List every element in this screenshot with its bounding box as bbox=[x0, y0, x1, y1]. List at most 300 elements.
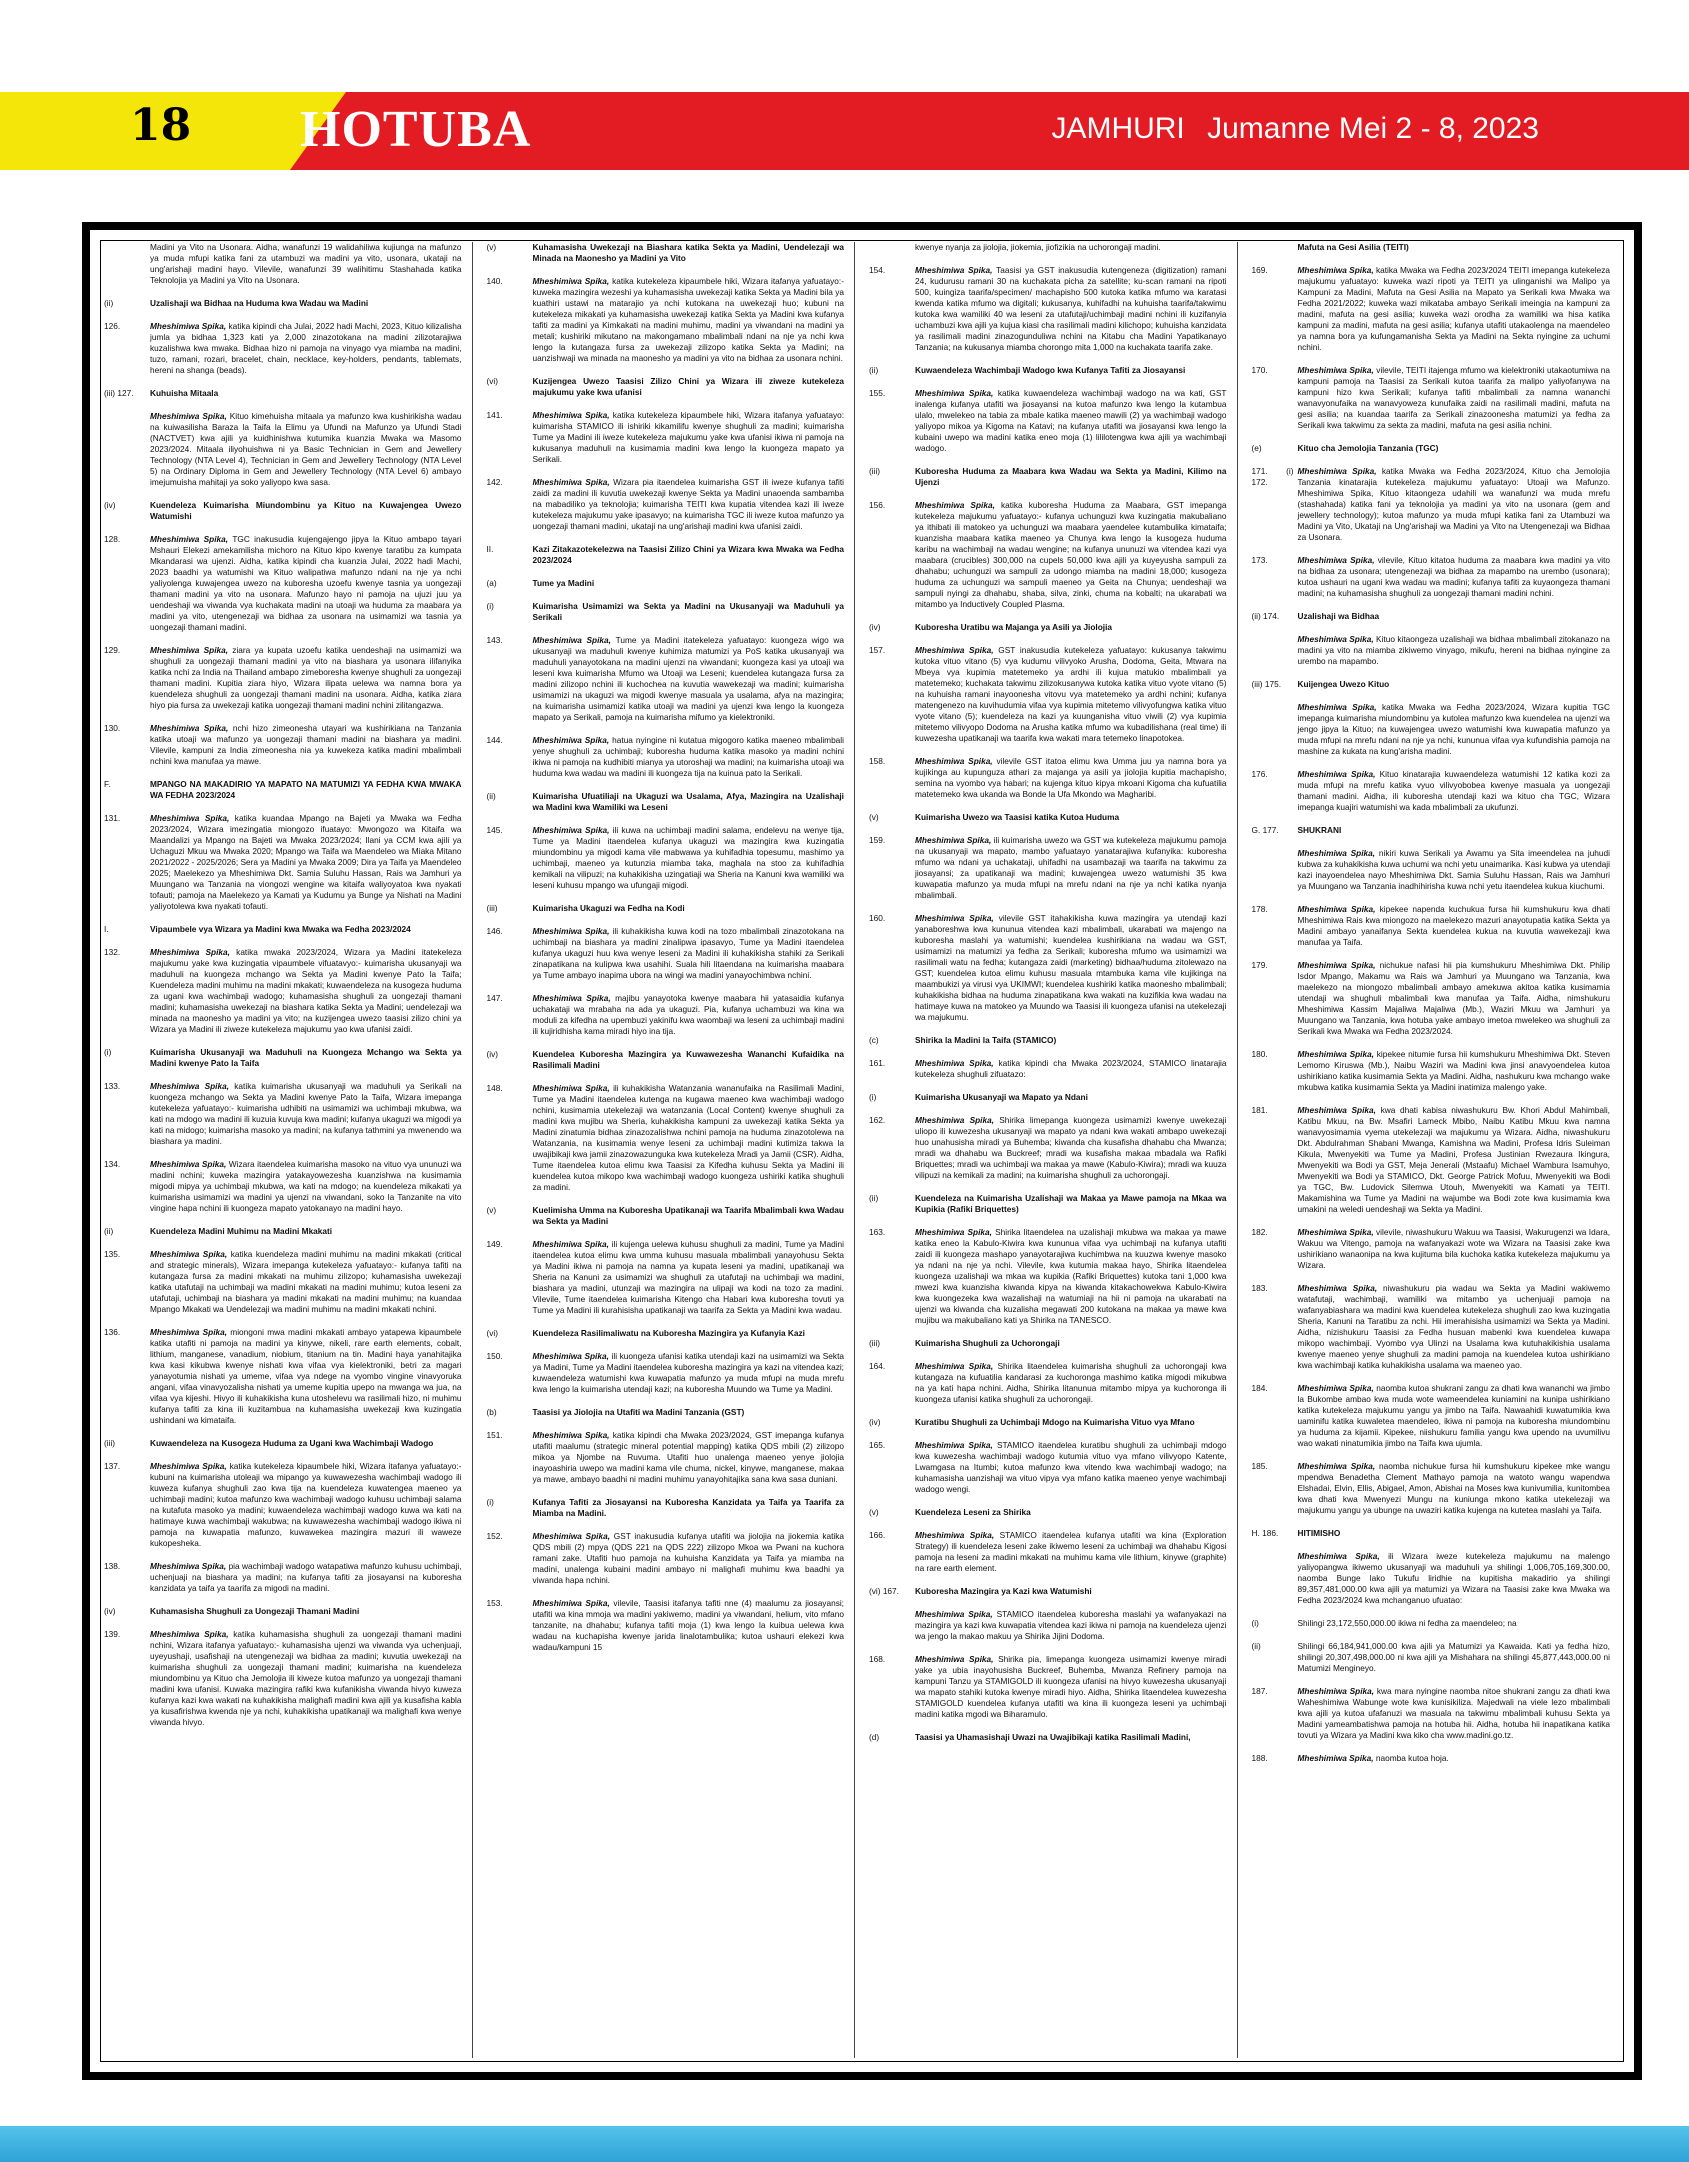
paragraph-text: Uzalishaji wa Bidhaa na Huduma kwa Wadau wa Madini bbox=[150, 298, 369, 308]
paragraph-number: G. 177. bbox=[1251, 825, 1279, 835]
paragraph-text: Mheshimiwa Spika, STAMICO itaendelea kuratibu shughuli za uchimbaji mdogo kwa kuwezesha wachimbaji wadogo kutumia vituo vya mfano vilivyopo Katente, Lwamgasa na Itumbi; kutoa mafunzo kwa vitendo kwa wachimbaji wadogo; na kuhamasisha uanzishaji wa vituo vipya vya mfano katika maeneo yenye wachimbaji wadogo wengi. bbox=[915, 1440, 1227, 1494]
section-heading bbox=[487, 578, 845, 589]
paragraph-number: 148. bbox=[486, 1083, 503, 1093]
paragraph bbox=[869, 242, 1227, 253]
paragraph-number bbox=[1252, 1551, 1294, 1606]
speaker-address: Mheshimiwa Spika, bbox=[532, 993, 616, 1003]
paragraph-text: Mheshimiwa Spika, vilevile GST itatoa elimu kwa Umma juu ya namna bora ya kujikinga au kupunguza athari za majanga ya asili ya jiolojia kupitia machapisho, semina na vyombo vya habari; na kujenga kituo kipya mkoani Kigoma cha kufuatilia matetemeko kwa ukanda wa Bonde la Ufa Mkondo wa Magharibi. bbox=[915, 756, 1227, 799]
paragraph bbox=[1252, 769, 1611, 813]
paragraph-number: 133. bbox=[104, 1081, 121, 1091]
paragraph-number: (ii) bbox=[104, 298, 114, 308]
paragraph bbox=[1252, 1283, 1611, 1371]
speaker-address: Mheshimiwa Spika, bbox=[1297, 1105, 1381, 1115]
paragraph-number: 181. bbox=[1251, 1105, 1268, 1115]
paragraph bbox=[1252, 634, 1611, 667]
section-heading bbox=[104, 500, 462, 522]
paragraph-number: (iv) bbox=[869, 1417, 881, 1427]
paragraph-text: Mheshimiwa Spika, Kituo kitaongeza uzalishaji wa bidhaa mbalimbali zitokanazo na madini ya vito na miamba zikiwemo vinyago, mikufu, hereni na bidhaa nyingine za urembo na mapambo. bbox=[1297, 634, 1610, 666]
paragraph-text: Mheshimiwa Spika, katika kutekeleza kipaumbele hiki, Wizara itafanya yafuatayo: kuimarisha STAMICO ili ishiriki kikamilifu kwenye shughuli za madini; kuimarisha Tume ya Madini ili iweze kutekeleza majukumu yake kwa ufanisi ikiwa ni pamoja na kukusanya maduhuli na kusimamia madini kwa lengo la kuongeza mapato ya Serikali. bbox=[532, 410, 845, 464]
speaker-address: Mheshimiwa Spika, bbox=[915, 913, 999, 923]
paragraph bbox=[487, 276, 845, 364]
speaker-address: Mheshimiwa Spika, bbox=[915, 1654, 999, 1664]
paragraph bbox=[1252, 848, 1611, 892]
paragraph bbox=[1252, 1618, 1611, 1629]
paragraph-number: 178. bbox=[1251, 904, 1268, 914]
paragraph-number: 152. bbox=[486, 1531, 503, 1541]
paragraph-number: (iii) bbox=[104, 1438, 116, 1448]
paragraph-number: 170. bbox=[1251, 365, 1268, 375]
paragraph-number: (vi) bbox=[486, 376, 499, 386]
paragraph-text: Shilingi 66,184,941,000.00 kwa ajili ya Matumizi ya Kawaida. Kati ya fedha hizo, shilingi 20,307,498,000.00 ni kwa ajili ya Mishahara na shilingi 45,877,443,000.00 ni Matumizi Mengineyo. bbox=[1297, 1641, 1610, 1673]
paragraph-text: Kuimarisha Ukusanyaji wa Mapato ya Ndani bbox=[915, 1092, 1088, 1102]
paragraph-number: 150. bbox=[486, 1351, 503, 1361]
speaker-address: Mheshimiwa Spika, bbox=[1297, 1753, 1376, 1763]
speaker-address: Mheshimiwa Spika, bbox=[150, 1327, 231, 1337]
paragraph bbox=[1252, 1227, 1611, 1271]
paragraph bbox=[487, 1531, 845, 1586]
paragraph-text: Mheshimiwa Spika, ili kuimarisha uwezo wa GST wa kutekeleza majukumu pamoja na ukusanyaji wa mapato, mambo yafuatayo yanatarajiwa kufanyika: kuboresha mfumo wa ndani ya uchakataji, uhifadhi na usambazaji wa taarifa na takwimu za jiosayansi; za upatikanaji wa madini; kuwajengea uwezo watumishi 35 kwa kuwapatia mafunzo ya muda mfupi na mrefu ndani na nje ya nchi katika nyanja mbalimbali. bbox=[915, 835, 1227, 900]
paragraph-number: 156. bbox=[869, 500, 886, 510]
paragraph-text: Kuendeleza Leseni za Shirika bbox=[915, 1507, 1031, 1517]
paragraph-text: Mheshimiwa Spika, naomba kutoa shukrani zangu za dhati kwa wananchi wa jimbo la Bukombe ambao kwa muda wote wameendelea kuniamini na kunipa ushirikiano katika kutekeleza majukumu yangu ya jimbo na Taifa. Nawaahidi kuwatumikia kwa uaminifu katika kuwaletea maendeleo, ikiwa ni pamoja na kuboresha miundombinu ya huduma za kijamii. Kipekee, niishukuru familia yangu kwa upendo na uvumilivu wao wakati ninatumikia jimbo na Taifa kwa ujumla. bbox=[1297, 1383, 1610, 1448]
paragraph-text: Mheshimiwa Spika, kipekee napenda kuchukua fursa hii kumshukuru kwa dhati Mheshimiwa Rais kwa miongozo na maelekezo mazuri anayotupatia katika Sekta ya Madini ambayo yanaifanya Sekta kuendelea kukua na kuvutia wawekezaji kwa manufaa ya Taifa. bbox=[1297, 904, 1610, 947]
paragraph bbox=[1252, 1049, 1611, 1093]
paragraph-number: 169. bbox=[1251, 265, 1268, 275]
paragraph-text: Mheshimiwa Spika, kwa mara nyingine naomba nitoe shukrani zangu za dhati kwa Waheshimiwa Wabunge wote kwa kunisikiliza. Majedwali na viele lezo mbalimbali kwa ajili ya kutoa ufafanuzi wa masuala na takwimu mbalimbali kuhusu Sekta ya Madini yameambatishwa pamoja na hotuba hii. Aidha, hotuba hii inapatikana katika tovuti ya Wizara ya Madini kwa kiko cha www.madini.go.tz. bbox=[1297, 1686, 1610, 1740]
paragraph-number bbox=[869, 1609, 911, 1642]
article-frame bbox=[82, 222, 1642, 2080]
paragraph-text: Mheshimiwa Spika, nikiri kuwa Serikali ya Awamu ya Sita imeendelea na juhudi kubwa za kuhakikisha kuwa uchumi wa nchi yetu unaimarika. Kasi kubwa ya utendaji kazi inayoendelea nayo Mheshimiwa Dkt. Samia Suluhu Hassan, Rais wa Jamhuri ya Muungano wa Tanzania inadhihirisha kuwa nchi yetu itaendelea kukua kiuchumi. bbox=[1297, 848, 1610, 891]
paragraph-number: 140. bbox=[486, 276, 503, 286]
paragraph-number: 151. bbox=[486, 1430, 503, 1440]
section-heading bbox=[1252, 679, 1611, 690]
paragraph-text: Mheshimiwa Spika, katika Mwaka wa Fedha 2023/2024, Wizara kupitia TGC imepanga kuimarisha miundombinu ya kutolea mafunzo kwa kuendelea na ujenzi wa jengo jipya la Kituo; na kuwajengea uwezo watumishi kwa kuwapatia mafunzo ya muda mfupi na mrefu ndani na nje ya nchi, kununua vifaa vya kufundishia pamoja na mashine za kukata na kung'arisha madini. bbox=[1297, 702, 1610, 756]
paragraph-text: Mheshimiwa Spika, hatua nyingine ni kutatua migogoro katika maeneo mbalimbali yenye shughuli za uchimbaji; kuboresha huduma katika masoko ya madini nchini ikiwa ni pamoja na kudhibiti mianya ya utoroshaji wa madini; na kuimarisha utoaji wa huduma kwa wadau wa madini ili kuongeza tija na kuinua pato la Serikali. bbox=[532, 735, 844, 778]
paragraph-text: Kuboresha Mazingira ya Kazi kwa Watumishi bbox=[915, 1586, 1092, 1596]
section-heading bbox=[1252, 443, 1611, 454]
speaker-address: Mheshimiwa Spika, bbox=[532, 1239, 612, 1249]
paragraph-number: 142. bbox=[486, 477, 503, 487]
speaker-address: Mheshimiwa Spika, bbox=[1297, 555, 1378, 565]
section-heading bbox=[104, 924, 462, 935]
speaker-address: Mheshimiwa Spika, bbox=[150, 321, 229, 331]
paragraph-text: Kuijengea Uwezo Kituo bbox=[1297, 679, 1390, 689]
speaker-address: Mheshimiwa Spika, bbox=[150, 813, 235, 823]
paragraph-number bbox=[104, 411, 146, 488]
paragraph bbox=[1252, 1383, 1611, 1449]
paragraph-text: Mheshimiwa Spika, Kituo kinatarajia kuwaendeleza watumishi 12 katika kozi za muda mfupi na mrefu katika vyuo vilivyobobea kwenye masuala ya uongezaji thamani madini. Aidha, ili kuboresha utendaji kazi wa kituo cha TGC, Wizara imepanga kuajiri watumishi wa kada mbalimbali za ukufunzi. bbox=[1297, 769, 1610, 812]
paragraph-text: Mheshimiwa Spika, majibu yanayotoka kwenye maabara hii yatasaidia kufanya uchakataji wa mrabaha na ada ya ukaguzi. Pia, kufanya uchambuzi wa kina wa moduli za kifedha na upembuzi yakinifu kwa waombaji wa leseni za uchimbaji madini ili kujiridhisha kama miradi hiyo ina tija. bbox=[532, 993, 844, 1036]
paragraph bbox=[104, 411, 462, 488]
paragraph-text: Mheshimiwa Spika, ili kuhakikisha Watanzania wananufaika na Rasilimali Madini, Tume ya Madini itaendelea kutenga na kugawa maeneo kwa wachimbaji wadogo nchini, kusimamia utekelezaji wa watanzania (Local Content) kwenye shughuli za madini kwa mujibu wa Sheria, kuhakikisha kampuni za uwekezaji katika Sekta ya Madini zinatumia bidhaa zinazozalishwa nchini pamoja na huduma zinazotolewa na Watanzania, na kusimamia wenye leseni za uchimbaji madini kutimiza takwa la uwajibikaji kwa jamii zinazowazunguka kwa kutekeleza Mradi ya Jamii (CSR). Aidha, Tume itaendelea kutoa elimu kwa Taasisi za Kifedha kuhusu Sekta ya Madini ili kuendelea kutoa mikopo kwa wachimbaji wadogo kuongeza ushiriki katika shughuli za madini. bbox=[532, 1083, 844, 1192]
paragraph-text: Kituo cha Jemolojia Tanzania (TGC) bbox=[1297, 443, 1439, 453]
paragraph-text: Mheshimiwa Spika, Tume ya Madini itatekeleza yafuatayo: kuongeza wigo wa ukusanyaji wa maduhuli kwenye kuhimiza matumizi ya PoS katika ukusanyaji wa maduhuli yanayotokana na madini ujenzi na viwandani; kuongeza kasi ya utoaji wa leseni kwa kuimarisha Mfumo wa Utoaji wa Leseni; kuendelea kutangaza fursa za madini zilizopo nchini ili kuchochea na kuvutia wawekezaji wa madini; kuimarisha usimamizi na ukaguzi wa migodi kwenye masuala ya usalama, afya na mazingira; na kuimarisha usimamizi katika utoaji wa madini ya ujenzi kwa lengo la kuongeza mapato ya Serikali, pamoja na kuimarisha mifumo ya kielektroniki. bbox=[532, 635, 844, 722]
text-column-3 bbox=[869, 242, 1238, 2058]
speaker-address: Mheshimiwa Spika, bbox=[150, 1629, 234, 1639]
paragraph bbox=[869, 388, 1227, 454]
paragraph-text: Mheshimiwa Spika, katika kutekeleza kipaumbele hiki, Wizara itafanya yafuatayo:- kubuni na kuimarisha utoleaji wa mipango ya kuwawezesha wachimbaji wadogo ili kuweza kufanya shughuli zao kwa tija na kuendeleza kuwatengea maeneo ya uchimbaji madini; kutoa mafunzo kwa wachimbaji wadogo kuhusu uchimbaji salama na kutafuta masoko ya madini; kuwaendeleza wachimbaji wadogo kuwa wa kati na hatimaye kuwa wachimbaji wakubwa; na kuwawezesha wachimbaji wadogo ikiwa ni pamoja na kuwapatia mafunzo, kuwawekea mazingira mazuri ili waweze kukopesheka. bbox=[150, 1461, 462, 1548]
paragraph-number bbox=[1252, 702, 1294, 757]
paragraph-text: Kuendeleza Madini Muhimu na Madini Mkakati bbox=[150, 1226, 333, 1236]
paragraph bbox=[487, 410, 845, 465]
paragraph-text: Mheshimiwa Spika, katika mwaka 2023/2024, Wizara ya Madini itatekeleza majukumu yake kwa kuzingatia vipaumbele vifuatavyo:- kuimarisha ukusanyaji wa maduhuli na kuongeza mchango wa Sekta ya Madini kwenye Pato la Taifa; Kuendeleza madini muhimu na madini mkakati; kuwaendeleza na kusogeza huduma za ugani kwa wachimbaji wadogo; kuhamasisha shughuli za uongezaji thamani madini; kuhamasisha uwekezaji na biashara katika Sekta ya Madini; uendelezaji wa minada na maonesho ya madini ya vito; na kuzijengea uwezo taasisi zilizo chini ya Wizara ya Madini ili ziweze kutekeleza majukumu yao kwa ufanisi zaidi. bbox=[150, 947, 462, 1034]
paragraph-text: Kuwaendeleza na Kusogeza Huduma za Ugani kwa Wachimbaji Wadogo bbox=[150, 1438, 434, 1448]
paragraph bbox=[487, 1598, 845, 1653]
paragraph-text: Kuelimisha Umma na Kuboresha Upatikanaji wa Taarifa Mbalimbali kwa Wadau wa Sekta ya Madini bbox=[532, 1205, 844, 1226]
paragraph-number: (ii) bbox=[869, 365, 879, 375]
paragraph-text: Mheshimiwa Spika, Shirika limepanga kuongeza usimamizi kwenye uwekezaji uliopo ili kuwezesha ukusanyaji wa mapato ya ndani kwa wakati ambapo uwekezaji huo unahusisha miradi ya Buhemba; kiwanda cha kusafisha dhahabu cha Mwanza; mradi wa dhahabu wa Buckreef; mradi wa kusafisha makaa mbadala wa Rafiki Briquettes; mradi wa uchimbaji wa makaa ya mawe (Kabulo-Kiwira); mradi wa kuuza vilipuzi na kemikali za madini; na kuimarisha shughuli za uchorongaji. bbox=[915, 1115, 1227, 1180]
paragraph-text: Kuendeleza Kuimarisha Miundombinu ya Kituo na Kuwajengea Uwezo Watumishi bbox=[150, 500, 462, 521]
section-heading bbox=[1252, 1528, 1611, 1539]
paragraph-number: 157. bbox=[869, 645, 886, 655]
paragraph-number: 187. bbox=[1251, 1686, 1268, 1696]
paragraph-number bbox=[1252, 634, 1294, 667]
speaker-address: Mheshimiwa Spika, bbox=[915, 388, 998, 398]
paragraph-text: Mheshimiwa Spika, nichukue nafasi hii pia kumshukuru Mheshimiwa Dkt. Philip Isdor Mpango, Makamu wa Rais wa Jamhuri ya Muungano wa Tanzania, kwa maelekezo na miongozo mbalimbali ambayo amekuwa akitoa katika kusimamia utendaji wa shughuli mbalimbali kwa manufaa ya Taifa. Aidha, nimshukuru Mheshimiwa Kassim Majaliwa Majaliwa (Mb.), Waziri Mkuu wa Jamhuri ya Muungano wa Tanzania, kwa hotuba yake ambayo imetoa mwelekeo wa shughuli za Serikali kwa Mwaka wa Fedha 2023/2024. bbox=[1297, 960, 1610, 1036]
section-heading bbox=[487, 903, 845, 914]
paragraph-number: 141. bbox=[486, 410, 503, 420]
speaker-address: Mheshimiwa Spika, bbox=[915, 265, 997, 275]
speaker-address: Mheshimiwa Spika, bbox=[1297, 1049, 1377, 1059]
paragraph-text: Mheshimiwa Spika, kwa dhati kabisa niwashukuru Bw. Khori Abdul Mahimbali, Katibu Mkuu, na Bw. Msafiri Lameck Mbibo, Naibu Katibu Mkuu kwa namna wanavyosimamia vyema utekelezaji wa majukumu ya Wizara. Aidha, niwashukuru Dkt. Abdulrahman Shabani Mwanga, Kamishna wa Madini, Profesa Idris Suleiman Kikula, Mwenyekiti wa Tume ya Madini, Profesa Justinian Rwezaura Ikingura, Mwenyekiti wa Bodi ya GST, Meja Jenerali (Mstaafu) Michael Wambura Isamuhyo, Mwenyekiti wa Bodi ya STAMICO, Dkt. George Patrick Mofuu, Mwenyekiti wa Bodi ya TGC, Bw. Ludovick Silemwa Utouh, Mwenyekiti wa Kamati ya TEITI. Makamishina wa Tume ya Madini na wajumbe wa Bodi zote kwa kusimamia kwa umakini na weledi uendeshaji wa Sekta ya Madini. bbox=[1297, 1105, 1610, 1214]
speaker-address: Mheshimiwa Spika, bbox=[1297, 769, 1380, 779]
paragraph-text: Kufanya Tafiti za Jiosayansi na Kuboresha Kanzidata ya Taifa ya Taarifa za Miamba na Madini. bbox=[532, 1497, 844, 1518]
paragraph-number: (ii) bbox=[104, 1226, 114, 1236]
paragraph-text: Kuendeleza Rasilimaliwatu na Kuboresha Mazingira ya Kufanyia Kazi bbox=[532, 1328, 805, 1338]
paragraph-text: Kuimarisha Ufuatiliaji na Ukaguzi wa Usalama, Afya, Mazingira na Uzalishaji wa Madini kwa Wamiliki wa Leseni bbox=[532, 791, 844, 812]
paragraph-number: 164. bbox=[869, 1361, 886, 1371]
paragraph bbox=[1252, 1551, 1611, 1606]
paragraph-text: Kuzijengea Uwezo Taasisi Zilizo Chini ya Wizara ili ziweze kutekeleza majukumu yake kwa ufanisi bbox=[532, 376, 844, 397]
paragraph bbox=[1252, 702, 1611, 757]
section-heading bbox=[487, 1328, 845, 1339]
paragraph bbox=[104, 242, 462, 286]
speaker-address: Mheshimiwa Spika, bbox=[1297, 1227, 1377, 1237]
speaker-address: Mheshimiwa Spika, bbox=[915, 1227, 996, 1237]
section-heading bbox=[869, 1193, 1227, 1215]
paragraph bbox=[869, 756, 1227, 800]
section-heading bbox=[1252, 825, 1611, 836]
section-heading bbox=[104, 388, 462, 399]
paragraph-number: (c) bbox=[869, 1035, 879, 1045]
paragraph-text: Mheshimiwa Spika, vilevile GST itahakikisha kuwa mazingira ya utendaji kazi yanaboreshwa kwa kununua vitendea kazi mbalimbali, ukarabati wa majengo na kuboresha maslahi ya watumishi; kuendelea kushirikiana na wadau wa GST, usimamizi na matumizi ya fedha za Serikali; kuboresha mfumo wa usimamizi wa rasilimali watu na fedha; kutangaza zaidi (marketing) bidhaa/huduma zitolewazo na GST; kuendelea kutoa elimu kuhusu masuala mtambuka kama vile kujikinga na maambukizi ya virusi vya UKIMWI; kuendelea kushiriki katika maonesho mbalimbali; kuhakikisha bidhaa na huduma zinapatikana kwa wakati na kuzifikia kwa wadau na hatimaye kuwa na matokeo ya Muundo wa Taasisi ili kuongeza ufanisi na utekelezaji wa majukumu. bbox=[915, 913, 1227, 1022]
section-heading bbox=[104, 1438, 462, 1449]
paragraph-text: Mheshimiwa Spika, niwashukuru pia wadau wa Sekta ya Madini wakiwemo watafutaji, wachimbaji, wamiliki wa mitambo ya uchenjuaji pamoja na wafanyabiashara wa madini kwa kuendelea kutekeleza shughuli zao kwa kuzingatia Sheria, Kanuni na Taratibu za nchi. Hii imerahisisha usimamizi wa Sekta ya Madini. Aidha, nizishukuru Taasisi za Fedha husuan mabenki kwa kuendelea kuwapa mikopo wachimbaji. Vyombo vya Ulinzi na Usalama kwa kutuhakikishia usalama kwenye maeneo yenye shughuli za madini pamoja na kuendelea kutoa ushirikiano kwa wachimbaji katika kuhakikisha usalama wa maeneo yao. bbox=[1297, 1283, 1610, 1370]
section-heading bbox=[487, 242, 845, 264]
paragraph-number bbox=[1252, 242, 1294, 253]
text-column-4 bbox=[1252, 242, 1621, 2058]
speaker-address: Mheshimiwa Spika, bbox=[150, 1159, 229, 1169]
paragraph-text: Kuimarisha Usimamizi wa Sekta ya Madini na Ukusanyaji wa Maduhuli ya Serikali bbox=[532, 601, 844, 622]
paragraph bbox=[104, 1159, 462, 1214]
paragraph-number: 134. bbox=[104, 1159, 121, 1169]
speaker-address: Mheshimiwa Spika, bbox=[1297, 848, 1379, 858]
paragraph-number: 160. bbox=[869, 913, 886, 923]
section-heading bbox=[104, 1047, 462, 1069]
paragraph bbox=[869, 500, 1227, 610]
paragraph-text: Mheshimiwa Spika, GST inakusudia kufanya utafiti wa jiolojia na jiokemia katika QDS mbili (2) mpya (QDS 221 na QDS 222) zilizopo Mkoa wa Pwani na kuchora ramani zake. Utafiti huo pamoja na kuhuisha Kanzidata ya Taifa ya miamba na madini, unalenga kubaini madini ambayo ni malighafi muhimu kwa baadhi ya viwanda hapa nchini. bbox=[532, 1531, 844, 1585]
paragraph-text: Mheshimiwa Spika, Shirika pia, limepanga kuongeza usimamizi kwenye miradi yake ya ubia inayohusisha Buckreef, Buhemba, Mwanza Refinery pamoja na kampuni Tanzu ya STAMIGOLD ili kuongeza ufanisi na hivyo kuwezesha ukusanyaji wa mapato stahiki kutoka kwenye miradi hiyo. Aidha, Shirika litaendelea kuwezesha STAMIGOLD kuendelea kufanya utafiti wa kina ili kuongeza leseni ya uchimbaji madini katika mgodi wa Biharamulo. bbox=[915, 1654, 1227, 1719]
section-heading bbox=[869, 1586, 1227, 1597]
paragraph-number: (i) bbox=[486, 1497, 494, 1507]
paragraph-text: Madini ya Vito na Usonara. Aidha, wanafunzi 19 walidahiliwa kujiunga na mafunzo ya muda mfupi katika fani za utambuzi wa madini ya vito, usonara, ukataji na ung'arishaji madini hayo. Vilevile, wanafunzi 39 walihitimu Stashahada katika Teknolojia ya Madini ya Vito na Usonara. bbox=[150, 242, 462, 285]
paragraph-number: 171. (i) 172. bbox=[1251, 466, 1294, 487]
paragraph bbox=[487, 735, 845, 779]
paragraph bbox=[1252, 1753, 1611, 1764]
speaker-address: Mheshimiwa Spika, bbox=[1297, 702, 1382, 712]
paragraph-number: (e) bbox=[1251, 443, 1262, 453]
paragraph-number: (a) bbox=[486, 578, 497, 588]
paragraph-text: Kuboresha Uratibu wa Majanga ya Asili ya Jiolojia bbox=[915, 622, 1113, 632]
paragraph-number: (ii) bbox=[1251, 1641, 1261, 1651]
paragraph-text: Mheshimiwa Spika, katika kipindi cha Julai, 2022 hadi Machi, 2023, Kituo kilizalisha jumla ya bidhaa 1,323 kati ya 2,000 zinazotokana na madini zilizotarajiwa kuzalishwa kwa mwaka. Bidhaa hizo ni pamoja na vinyago vya miamba na madini, tuzo, ramani, rozari, bracelet, chain, necklace, key-holders, pendants, tablemats, hereni na shanga (beads). bbox=[150, 321, 462, 375]
paragraph-number: 183. bbox=[1251, 1283, 1268, 1293]
page-header bbox=[0, 0, 1689, 188]
paragraph bbox=[487, 926, 845, 981]
paragraph-text: Kazi Zitakazotekelezwa na Taasisi Zilizo Chini ya Wizara kwa Mwaka wa Fedha 2023/2024 bbox=[532, 544, 844, 565]
paragraph-number: I. bbox=[104, 924, 109, 934]
paragraph bbox=[487, 477, 845, 532]
section-heading bbox=[487, 1497, 845, 1519]
paragraph-text: Mheshimiwa Spika, vilevile, Kituo kitatoa huduma za maabara kwa madini ya vito na bidhaa za usonara; utengenezaji wa bidhaa za mapambo na urembo (usonara); kutoa ushauri na ugani kwa wadau wa madini; kufanya tafiti za kuyaongeza thamani madini; na kuhamasisha shughuli za uongezaji thamani madini nchini. bbox=[1297, 555, 1610, 598]
section-heading bbox=[869, 1338, 1227, 1349]
text-column-2 bbox=[487, 242, 856, 2058]
paragraph-number: 173. bbox=[1251, 555, 1268, 565]
paragraph bbox=[104, 321, 462, 376]
paragraph-number: 139. bbox=[104, 1629, 121, 1639]
paragraph-number: 138. bbox=[104, 1561, 121, 1571]
speaker-address: Mheshimiwa Spika, bbox=[1297, 466, 1382, 476]
paragraph-text: Mheshimiwa Spika, STAMICO itaendelea kufanya utafiti wa kina (Exploration Strategy) ili kuendeleza leseni zake ikiwemo leseni za uchimbaji wa dhahabu Kigosi pamoja na leseni za madini mkakati na muhimu kama vile lithium, kinywe (graphite) na rare earth element. bbox=[915, 1530, 1227, 1573]
paragraph-number bbox=[104, 242, 146, 286]
speaker-address: Mheshimiwa Spika, bbox=[915, 500, 1001, 510]
masthead bbox=[1051, 112, 1539, 146]
paragraph-text: Mheshimiwa Spika, katika Mwaka wa Fedha 2023/2024 TEITI imepanga kutekeleza majukumu yafuatayo: kuweka wazi ripoti ya TEITI ya ulinganishi wa Malipo ya Kampuni za Madini, Mafuta na Gesi Asilia na Mapato ya Serikali kwa Mwaka wa Fedha 2021/2022; kuweka wazi mikataba ambayo Serikali imeingia na kampuni za madini, mafuta na gesi asilia; kuweka wazi orodha za wamiliki wa hisa katika kampuni za madini, mafuta na gesi asilia; kufanya utafiti utakaolenga na maendeleo ya namna bora ya kufungamanisha Sekta ya Madini na Sekta nyingine za uchumi nchini. bbox=[1297, 265, 1610, 352]
paragraph-number: 185. bbox=[1251, 1461, 1268, 1471]
section-heading bbox=[487, 1407, 845, 1418]
paragraph bbox=[104, 813, 462, 912]
paragraph bbox=[104, 1081, 462, 1147]
speaker-address: Mheshimiwa Spika, bbox=[532, 1430, 613, 1440]
paragraph-number: 162. bbox=[869, 1115, 886, 1125]
paragraph bbox=[869, 1115, 1227, 1181]
paragraph-number: F. bbox=[104, 779, 111, 789]
paragraph-number: 126. bbox=[104, 321, 121, 331]
section-heading bbox=[104, 1606, 462, 1617]
paragraph-number: (ii) bbox=[486, 791, 496, 801]
paragraph-text: Mheshimiwa Spika, katika kutekeleza kipaumbele hiki, Wizara itafanya yafuatayo:- kuweka mazingira wezeshi ya kuhamasisha uwekezaji katika Sekta ya Madini bila ya kuathiri ustawi na matarajio ya nchi kutokana na uwekezaji huo; kubuni na kutekeleza mikakati ya kuhamasisha uwekezaji katika Sekta ya Madini kwa kufanya tafiti za madini ya Kimkakati na madini muhimu, madini ya viwandani na madini ya metali; kushiriki mikutano na makongamano mbalimbali ndani na nje ya nchi kwa lengo la kutangaza fursa za uwekezaji zilizopo katika Sekta ya Madini; na uanzishwaji wa minada na maonesho ya madini ya vito na bidhaa za usonara nchini. bbox=[532, 276, 844, 363]
speaker-address: Mheshimiwa Spika, bbox=[915, 835, 994, 845]
section-heading bbox=[869, 1507, 1227, 1518]
section-heading bbox=[487, 544, 845, 566]
speaker-address: Mheshimiwa Spika, bbox=[1297, 1283, 1384, 1293]
paragraph bbox=[487, 635, 845, 723]
paragraph-number: 135. bbox=[104, 1249, 121, 1259]
paragraph-text: Mheshimiwa Spika, vilevile, TEITI itajenga mfumo wa kielektroniki utakaotumiwa na kampuni pamoja na Taasisi za Serikali kutoa taarifa za malipo yaliyofanywa na kampuni hizo kwa Serikali; kufanya tafiti mbalimbali za namna wananchi wanavyonufaika na wanavyoweza kunufaika zaidi na rasilimali madini, mafuta na gesi asilia; na kuandaa taarifa za Serikali zinazoonesha matumizi ya fedha za Serikali kwa takwimu za sekta za madini, mafuta na gesi asilia nchini. bbox=[1297, 365, 1610, 430]
paragraph bbox=[487, 1351, 845, 1395]
paragraph-text: Kuimarisha Shughuli za Uchorongaji bbox=[915, 1338, 1060, 1348]
paragraph-text: Mheshimiwa Spika, ili kujenga uelewa kuhusu shughuli za madini, Tume ya Madini itaendelea kutoa elimu kwa umma kuhusu masuala mbalimbali yanayohusu Sekta ya Madini ikiwa ni pamoja na namna ya kupata leseni ya madini, upatikanaji wa Sheria na Kanuni za usimamizi wa shughuli za utafutaji na uchimbaji wa madini, biashara ya madini, utunzaji wa mazingira na ulipaji wa kodi na tozo za madini. Vilevile, Tume itaendelea kuimarisha Kitengo cha Habari kwa kuboresha tovuti ya Tume ya Madini ili kurahisisha upatikanaji wa taarifa za Sekta ya Madini kwa wadau. bbox=[532, 1239, 844, 1315]
paragraph-number: 143. bbox=[486, 635, 503, 645]
speaker-address: Mheshimiwa Spika, bbox=[1297, 1383, 1377, 1393]
paragraph bbox=[869, 1440, 1227, 1495]
speaker-address: Mheshimiwa Spika, bbox=[532, 1598, 614, 1608]
paragraph-text: Mheshimiwa Spika, pia wachimbaji wadogo watapatiwa mafunzo kuhusu uchimbaji, uchenjuaji na biashara ya madini; na kufanya tafiti za jiosayansi na kuboresha kanzidata ya taifa ya taarifa za migodi na madini. bbox=[150, 1561, 462, 1593]
paragraph bbox=[1252, 265, 1611, 353]
paragraph-number: 168. bbox=[869, 1654, 886, 1664]
paragraph bbox=[869, 1227, 1227, 1326]
paragraph-text: Tume ya Madini bbox=[532, 578, 595, 588]
speaker-address: Mheshimiwa Spika, bbox=[915, 645, 999, 655]
speaker-address: Mheshimiwa Spika, bbox=[532, 477, 614, 487]
section-title: HOTUBA bbox=[300, 101, 532, 158]
paragraph bbox=[487, 825, 845, 891]
paragraph bbox=[1252, 1641, 1611, 1674]
paragraph-text: Taasisi ya Jiolojia na Utafiti wa Madini Tanzania (GST) bbox=[532, 1407, 745, 1417]
paragraph-number: 166. bbox=[869, 1530, 886, 1540]
paragraph-number bbox=[1252, 848, 1294, 892]
paragraph-text: Mheshimiwa Spika, katika kuimarisha ukusanyaji wa maduhuli ya Serikali na kuongeza mchango wa Sekta ya Madini kwenye Pato la Taifa, Wizara imepanga kutekeleza yafuatayo:- kuimarisha udhibiti na usimamizi wa uchimbaji mkubwa, wa kati na mdogo wa madini ili kuzuia kuvuja kwa madini; kufanya ukaguzi wa migodi ya kati na midogo; kuimarisha masoko ya madini; na kufanya tathmini ya mwenendo wa biashara ya madini. bbox=[150, 1081, 462, 1146]
paragraph-text: HITIMISHO bbox=[1297, 1528, 1341, 1538]
issue-date: Jumanne Mei 2 - 8, 2023 bbox=[1207, 112, 1539, 145]
paragraph-number: (iv) bbox=[486, 1049, 499, 1059]
paragraph-text: Mheshimiwa Spika, katika kuboresha Huduma za Maabara, GST imepanga kutekeleza majukumu yafuatayo:- kufanya uchunguzi kwa kuzingatia makubaliano ya ithibati ili matokeo ya uchunguzi wa maabara yaendelee kutambulika kimataifa; kuanzisha maabara katika maeneo ya Chunya kwa lengo la kusogeza huduma karibu na wachimbaji na wadau wengine; na kufanya ununuzi wa vitendea kazi vya maabara (crucibles) 300,000 na cupels 50,000 kwa ajili ya kuyeyusha sampuli za dhahabu; uchunguzi wa sampuli za udongo miamba na madini 18,000; kusogeza huduma za uchunguzi wa sampuli maeneo ya Geita na Chunya; uendeshaji wa sampuli nyingi za dhahabu, shaba, silva, zinki, chuma na kobalti; na ukarabati wa mitambo ya Inductively Coupled Plasma. bbox=[915, 500, 1227, 609]
paragraph-number: II. bbox=[486, 544, 494, 554]
paragraph bbox=[104, 1629, 462, 1728]
section-heading bbox=[487, 376, 845, 398]
paragraph-number: (iv) bbox=[104, 500, 116, 510]
paragraph-number: 137. bbox=[104, 1461, 121, 1471]
paragraph-text: Mheshimiwa Spika, vilevile, Taasisi itafanya tafiti nne (4) maalumu za jiosayansi; utafiti wa kina mmoja wa madini yakiwemo, madini ya viwandani, helium, vito mfano tanzanite, na dhahabu; kufanya tafiti moja (1) kwa lengo la kuibua uelewa kwa wadau na kuchapisha kwenye jarida linalotambulika; kutoa ushauri elekezi kwa wadau/kampuni 15 bbox=[532, 1598, 844, 1652]
page-number: 18 bbox=[130, 100, 192, 151]
paragraph-text: Mheshimiwa Spika, kipekee nitumie fursa hii kumshukuru Mheshimiwa Dkt. Steven Lemomo Kiruswa (Mb.), Naibu Waziri wa Madini kwa jinsi anavyoendelea kutoa ushirikiano katika kusimamia Sekta ya Madini. Aidha, nashukuru kwa mchango wake mkubwa katika kusimamia Sekta ya Madini inatimiza malengo yake. bbox=[1297, 1049, 1610, 1092]
paragraph-text: Mheshimiwa Spika, ili Wizara iweze kutekeleza majukumu na malengo yaliyopangwa ikiwemo ukusanyaji wa maduhuli ya shilingi 1,006,705,169,300.00, naomba Bunge lako Tukufu liridhie na kupitisha makadirio ya shilingi 89,357,481,000.00 kwa ajili ya matumizi ya Wizara na Taasisi zake kwa Mwaka wa Fedha 2023/2024 kwa mchanganuo ufuatao: bbox=[1297, 1551, 1610, 1605]
paragraph-text: Mheshimiwa Spika, STAMICO itaendelea kuboresha maslahi ya wafanyakazi na mazingira ya kazi kwa kuwapatia vitendea kazi ikiwa ni pamoja na kuendeleza ujenzi wa jengo la makao makuu ya Shirika Jijini Dodoma. bbox=[915, 1609, 1227, 1641]
paragraph bbox=[104, 1249, 462, 1315]
speaker-address: Mheshimiwa Spika, bbox=[915, 1440, 997, 1450]
paragraph-number: 155. bbox=[869, 388, 886, 398]
paragraph-text: Vipaumbele vya Wizara ya Madini kwa Mwaka wa Fedha 2023/2024 bbox=[150, 924, 411, 934]
paragraph-text: Uzalishaji wa Bidhaa bbox=[1297, 611, 1380, 621]
paragraph-number: 182. bbox=[1251, 1227, 1268, 1237]
paragraph bbox=[869, 265, 1227, 353]
paragraph-number bbox=[869, 242, 911, 253]
paragraph bbox=[104, 1561, 462, 1594]
paragraph-number: (iii) bbox=[869, 1338, 881, 1348]
paragraph bbox=[104, 534, 462, 633]
paragraph-text: Mheshimiwa Spika, vilevile, niwashukuru Wakuu wa Taasisi, Wakurugenzi wa Idara, Wakuu wa Vitengo, pamoja na wafanyakazi wote wa Wizara na Taasisi zake kwa ushirikiano wanaonipa na kwa kujituma bila kuchoka katika kutekeleza majukumu ya Wizara. bbox=[1297, 1227, 1610, 1270]
paragraph bbox=[869, 645, 1227, 744]
paragraph-number: 147. bbox=[486, 993, 503, 1003]
paragraph-text: Mheshimiwa Spika, miongoni mwa madini mkakati ambayo yatapewa kipaumbele katika utafiti ni pamoja na madini ya kinywe, nikeli, rare earth elements, cobalt, lithium, manganese, vanadium, niobium, titanium na tin. Madini haya yanahitajika kwa kasi kikubwa kwenye nishati kwa vifaa vya kielektroniki, betri za magari yanayotumia nishati ya umeme, vifaa vya ndege na vyombo vingine vinavyoruka angani, vifaa vinavyozalisha nishati ya umeme kupitia upepo na mwanga wa jua, na vifaa vya kijeshi. Hivyo ili kuhakikisha kuna utoshelevu wa rasilimali hizo, ni muhimu kufanya tafiti za kina ili kuzitambua na kuhamasisha uwekezaji kwa kuzingatia ushindani wa kimataifa. bbox=[150, 1327, 462, 1425]
section-heading bbox=[487, 1205, 845, 1227]
paragraph bbox=[104, 1461, 462, 1549]
speaker-address: Mheshimiwa Spika, bbox=[150, 411, 230, 421]
paragraph bbox=[869, 1609, 1227, 1642]
speaker-address: Mheshimiwa Spika, bbox=[150, 1249, 231, 1259]
speaker-address: Mheshimiwa Spika, bbox=[150, 1461, 230, 1471]
paragraph bbox=[487, 1430, 845, 1485]
section-heading bbox=[104, 1226, 462, 1237]
paragraph bbox=[1252, 904, 1611, 948]
paragraph-text: Mheshimiwa Spika, katika kuwaendeleza wachimbaji wadogo na wa kati, GST inalenga kufanya utafiti wa jiosayansi na kutoa mafunzo kwa lengo la kutambua ulalo, mwelekeo na tabia za mbale katika maeneo mawili (2) ya wachimbaji wadogo yaliyopo mikoa ya Kigoma na Katavi; na kufanya utafiti wa jiosayansi kwa lengo la kubaini uwepo wa madini katika eneo moja (1) lililotengwa kwa ajili ya wachimbaji wadogo. bbox=[915, 388, 1227, 453]
paragraph-number: 129. bbox=[104, 645, 121, 655]
paragraph-number: 163. bbox=[869, 1227, 886, 1237]
speaker-address: Mheshimiwa Spika, bbox=[1297, 634, 1377, 644]
paragraph bbox=[869, 1058, 1227, 1080]
paragraph-text: Mheshimiwa Spika, Wizara itaendelea kuimarisha masoko na vituo vya ununuzi wa madini nchini; kuweka mazingira yatakayowezesha kuanzishwa na kusimamia migodi mipya ya uchimbaji mkubwa, wa kati na mdogo; na kuendeleza mikakati ya kuimarisha usimamizi wa madini ya ujenzi na viwandani, soko la Tanzanite na vito vingine hapa nchini ili kuongeza mapato yatokanayo na madini hayo. bbox=[150, 1159, 462, 1213]
paragraph-number: (i) bbox=[486, 601, 494, 611]
paragraph bbox=[104, 723, 462, 767]
section-heading bbox=[869, 812, 1227, 823]
paragraph bbox=[869, 1654, 1227, 1720]
speaker-address: Mheshimiwa Spika, bbox=[1297, 960, 1380, 970]
paragraph-number: 153. bbox=[486, 1598, 503, 1608]
speaker-address: Mheshimiwa Spika, bbox=[150, 1561, 229, 1571]
paragraph-number: (iv) bbox=[104, 1606, 116, 1616]
section-heading bbox=[869, 1732, 1227, 1743]
paragraph-number: (iii) 127. bbox=[104, 388, 134, 398]
paragraph-text: Kuhuisha Mitaala bbox=[150, 388, 219, 398]
section-heading bbox=[487, 1049, 845, 1071]
section-heading bbox=[869, 365, 1227, 376]
speaker-address: Mheshimiwa Spika, bbox=[150, 947, 237, 957]
speaker-address: Mheshimiwa Spika, bbox=[1297, 365, 1377, 375]
paragraph-number: (vi) bbox=[486, 1328, 499, 1338]
paragraph-text: Kuhamasisha Shughuli za Uongezaji Thamani Madini bbox=[150, 1606, 360, 1616]
paragraph-number: (ii) 174. bbox=[1251, 611, 1280, 621]
paragraph bbox=[869, 1530, 1227, 1574]
publication-name: JAMHURI bbox=[1051, 112, 1185, 145]
speaker-address: Mheshimiwa Spika, bbox=[150, 1081, 235, 1091]
paragraph-number: 149. bbox=[486, 1239, 503, 1249]
paragraph-number: 128. bbox=[104, 534, 121, 544]
section-heading bbox=[869, 1035, 1227, 1046]
paragraph-text: Mheshimiwa Spika, naomba kutoa hoja. bbox=[1297, 1753, 1449, 1763]
paragraph-number: 131. bbox=[104, 813, 121, 823]
paragraph-number: H. 186. bbox=[1251, 1528, 1279, 1538]
paragraph bbox=[869, 1361, 1227, 1405]
paragraph-number: 144. bbox=[486, 735, 503, 745]
paragraph-number: (i) bbox=[1251, 1618, 1259, 1628]
speaker-address: Mheshimiwa Spika, bbox=[532, 825, 613, 835]
speaker-address: Mheshimiwa Spika, bbox=[915, 1530, 1000, 1540]
speaker-address: Mheshimiwa Spika, bbox=[532, 635, 616, 645]
paragraph-text: Kuimarisha Ukusanyaji wa Maduhuli na Kuongeza Mchango wa Sekta ya Madini kwenye Pato la Taifa bbox=[150, 1047, 462, 1068]
paragraph-text: Mheshimiwa Spika, katika Mwaka wa Fedha 2023/2024, Kituo cha Jemolojia Tanzania kinatarajia kutekeleza majukumu yafuatayo: Utoaji wa Mafunzo. Mheshimiwa Spika, Kituo kitaongeza udahili wa wanafunzi wa muda mrefu (stashahada) katika fani ya teknolojia ya madini ya vito na usonara (gem and jewellery technology); kutoa mafunzo ya muda mfupi katika fani za Utambuzi wa Madini ya Vito, Ukataji na Ung'arishaji wa Madini ya Vito na Utengenezaji wa Bidhaa za Usonara. bbox=[1297, 466, 1610, 542]
speaker-address: Mheshimiwa Spika, bbox=[150, 534, 233, 544]
speaker-address: Mheshimiwa Spika, bbox=[150, 645, 233, 655]
paragraph-text: Mheshimiwa Spika, Wizara pia itaendelea kuimarisha GST ili iweze kufanya tafiti zaidi za madini ili kuvutia uwekezaji kwenye Sekta ya Madini unaoenda sambamba na mabadiliko ya teknolojia; kuimarisha TEITI kwa kupatia vitendea kazi ili iweze kutekeleza majukumu yake ipasavyo; na kuimarisha TGC ili iweze kutoa mafunzo ya uongezaji thamani madini, ukataji na ung'arishaji madini kwa ufanisi zaidi. bbox=[532, 477, 844, 531]
paragraph-text: MPANGO NA MAKADIRIO YA MAPATO NA MATUMIZI YA FEDHA KWA MWAKA WA FEDHA 2023/2024 bbox=[150, 779, 462, 800]
paragraph bbox=[104, 645, 462, 711]
paragraph-number: (v) bbox=[869, 812, 879, 822]
paragraph-number: 188. bbox=[1251, 1753, 1268, 1763]
section-heading bbox=[104, 779, 462, 801]
paragraph-text: Taasisi ya Uhamasishaji Uwazi na Uwajibikaji katika Rasilimali Madini, bbox=[915, 1732, 1191, 1742]
speaker-address: Mheshimiwa Spika, bbox=[1297, 265, 1376, 275]
section-heading bbox=[869, 1092, 1227, 1103]
speaker-address: Mheshimiwa Spika, bbox=[1297, 1551, 1389, 1561]
speaker-address: Mheshimiwa Spika, bbox=[532, 1083, 614, 1093]
paragraph bbox=[1252, 466, 1611, 543]
section-heading bbox=[869, 466, 1227, 488]
speaker-address: Mheshimiwa Spika, bbox=[915, 1361, 998, 1371]
paragraph bbox=[487, 1239, 845, 1316]
paragraph-number: 165. bbox=[869, 1440, 886, 1450]
paragraph-text: Mheshimiwa Spika, Kituo kimehuisha mitaala ya mafunzo kwa kushirikisha wadau na kuiwasilisha Baraza la Taifa la Elimu ya Ufundi na Mafunzo ya Ufundi Stadi (NACTVET) kwa ajili ya kuidhinishwa kutumika kuanzia Mwaka wa Masomo 2023/2024. Mitaala iliyohuishwa ni ya Basic Technician in Gem and Jewellery Technology (NTA Level 4), Technician in Gem and Jewellery Technology (NTA Level 5) na Ordinary Diploma in Gem and Jewellery Technology (NTA Level 6) ambayo imejumuisha mahitaji ya soko yaliyopo kwa sasa. bbox=[150, 411, 462, 487]
paragraph-text: Shirika la Madini la Taifa (STAMICO) bbox=[915, 1035, 1057, 1045]
